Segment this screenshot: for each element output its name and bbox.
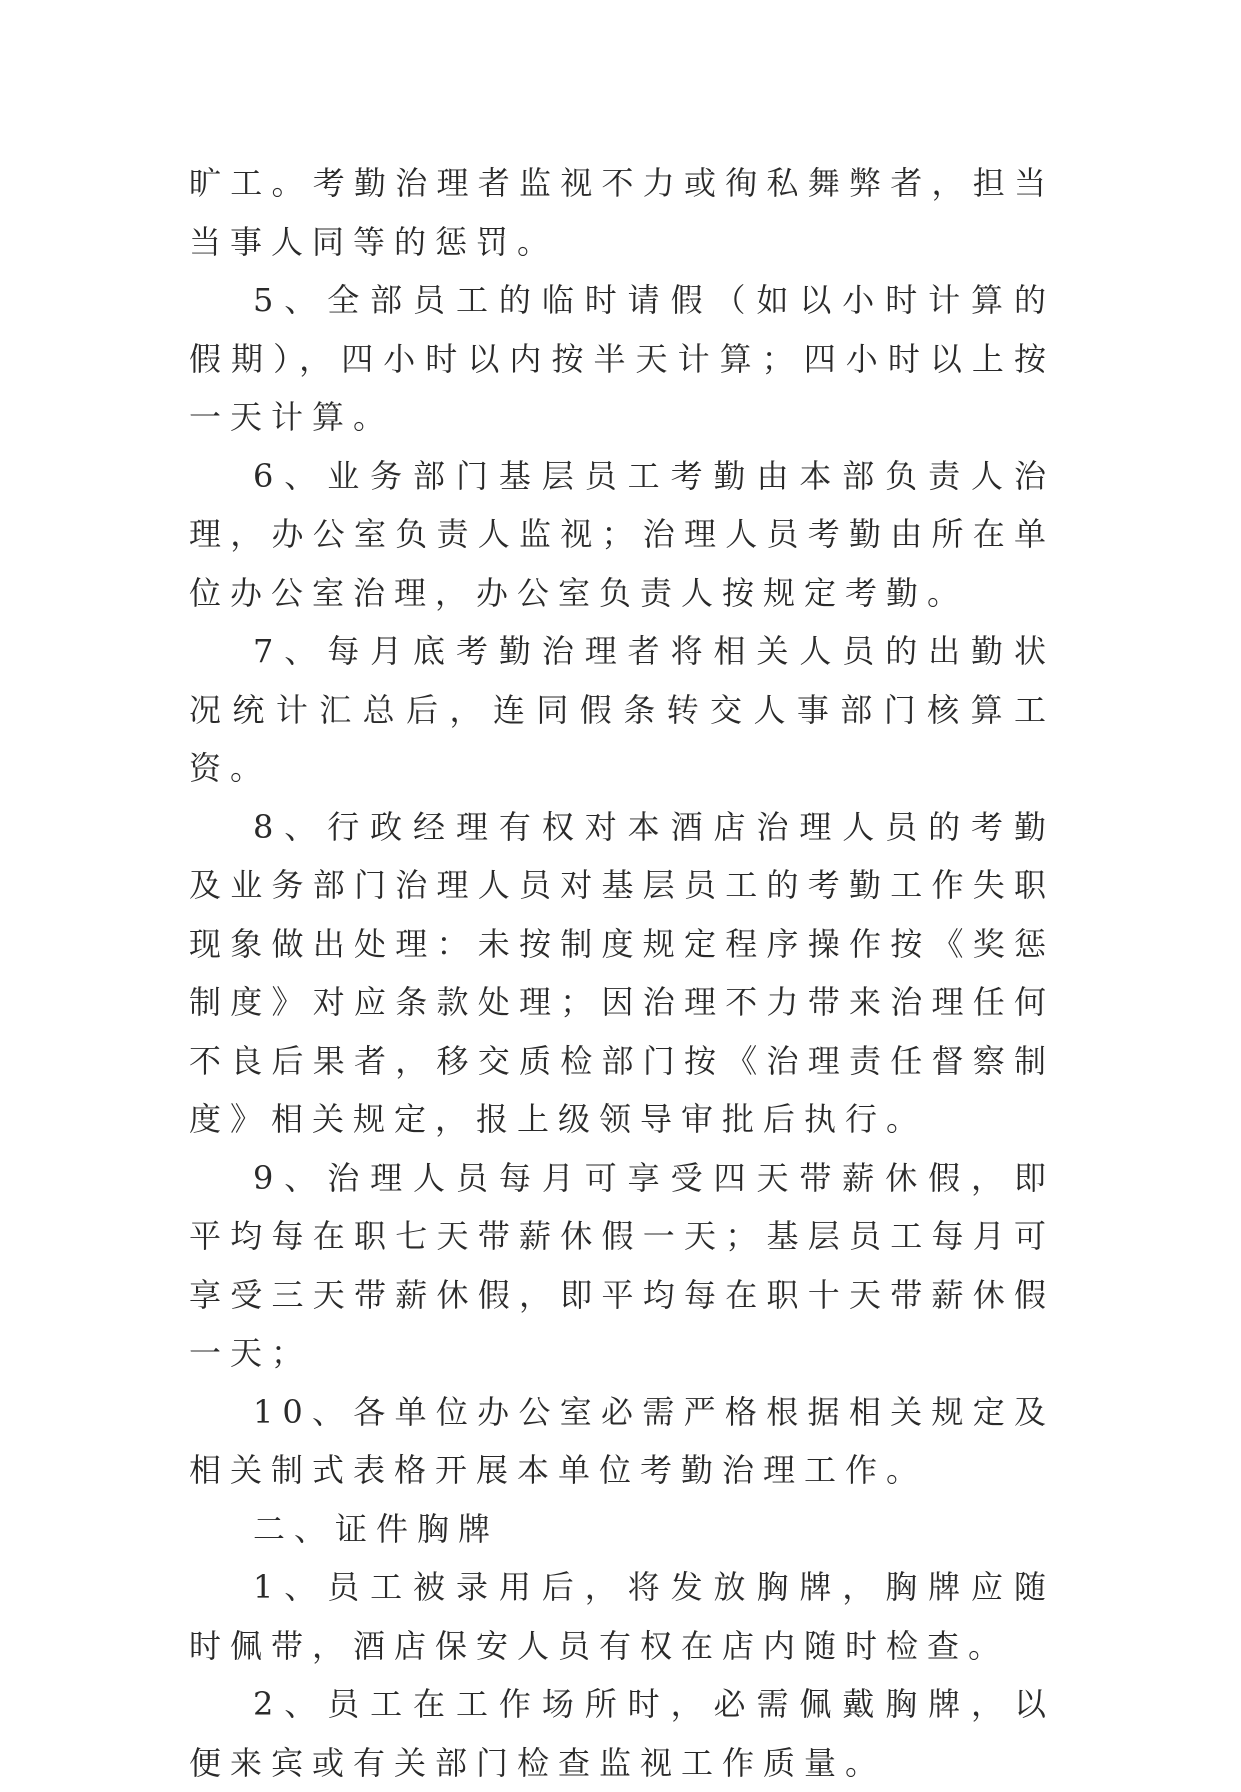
paragraph-item-9: 9、治理人员每月可享受四天带薪休假，即平均每在职七天带薪休假一天；基层员工每月可享受三天带薪休假，即平均每在职十天带薪休假一天； [189, 1158, 1055, 1372]
paragraph-item-5: 5、全部员工的临时请假（如以小时计算的假期），四小时以内按半天计算；四小时以上按一天计算。 [189, 281, 1055, 436]
paragraph-item-2: 2、员工在工作场所时，必需佩戴胸牌，以便来宾或有关部门检查监视工作质量。 [189, 1685, 1055, 1782]
paragraph-item-7: 7、每月底考勤治理者将相关人员的出勤状况统计汇总后，连同假条转交人事部门核算工资。 [189, 632, 1055, 787]
paragraph-item-6: 6、业务部门基层员工考勤由本部负责人治理，办公室负责人监视；治理人员考勤由所在单位办公室治理，办公室负责人按规定考勤。 [189, 456, 1055, 612]
document-body [189, 154, 1055, 1792]
section-heading: 二、证件胸牌 [253, 1509, 500, 1548]
paragraph-item-1: 1、员工被录用后，将发放胸牌，胸牌应随时佩带，酒店保安人员有权在店内随时检查。 [189, 1568, 1055, 1665]
paragraph-item-10: 10、各单位办公室必需严格根据相关规定及相关制式表格开展本单位考勤治理工作。 [189, 1392, 1055, 1489]
paragraph-item-8: 8、行政经理有权对本酒店治理人员的考勤及业务部门治理人员对基层员工的考勤工作失职现象做出处理：未按制度规定程序操作按《奖惩制度》对应条款处理；因治理不力带来治理任何不良后果者，移交质检部门按《治理责任督察制度》相关规定，报上级领导审批后执行。 [189, 807, 1055, 1138]
paragraph-continuation: 旷工。考勤治理者监视不力或徇私舞弊者，担当当事人同等的惩罚。 [189, 164, 1055, 261]
